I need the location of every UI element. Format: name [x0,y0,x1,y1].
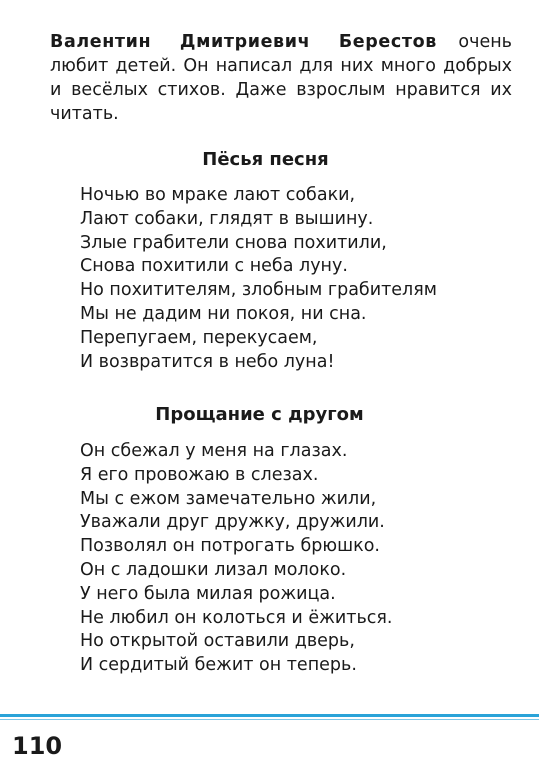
poem-line: И сердитый бежит он теперь. [80,655,357,676]
poem-line: Он сбежал у меня на глазах. [80,441,348,461]
poem-body-farewell [80,440,392,678]
poem-line: Он с ладошки лизал молоко. [80,559,347,580]
intro-text: очень любит детей. Он написал для них много добрых и весёлых стихов. Даже взрослым нравится их читать. [50,32,512,124]
poem-line: Но похитителям, злобным грабителям [80,280,437,301]
poem-line: Перепугаем, перекусаем, [80,327,318,348]
poem-line: Уважали друг дружку, дружили. [80,512,385,533]
footer-divider-thin [0,719,539,720]
poem-line: Снова похитили с неба луну. [80,256,348,277]
intro-paragraph [50,30,512,126]
poem-line: Злые грабители снова похитили, [80,232,387,253]
poem-line: Но открытой оставили дверь, [80,631,355,652]
poem-line: У него была милая рожица. [80,583,336,604]
author-name: Валентин Дмитриевич Берестов [50,32,437,52]
poem-title-dog-song: Пёсья песня [202,149,329,170]
poem-line: Ночью во мраке лают собаки, [80,185,356,205]
poem-line: Мы с ежом замечательно жили, [80,488,377,509]
footer-divider [0,714,539,717]
poem-body-dog-song [80,184,437,374]
page-number: 110 [12,732,63,760]
poem-line: Мы не дадим ни покоя, ни сна. [80,303,367,324]
poem-line: Я его провожаю в слезах. [80,464,319,485]
poem-line: Лают собаки, глядят в вышину. [80,208,374,229]
poem-line: Позволял он потрогать брюшко. [80,536,380,557]
poem-line: И возвратится в небо луна! [80,351,335,372]
poem-title-farewell: Прощание с другом [155,404,364,425]
poem-line: Не любил он колоться и ёжиться. [80,607,393,628]
